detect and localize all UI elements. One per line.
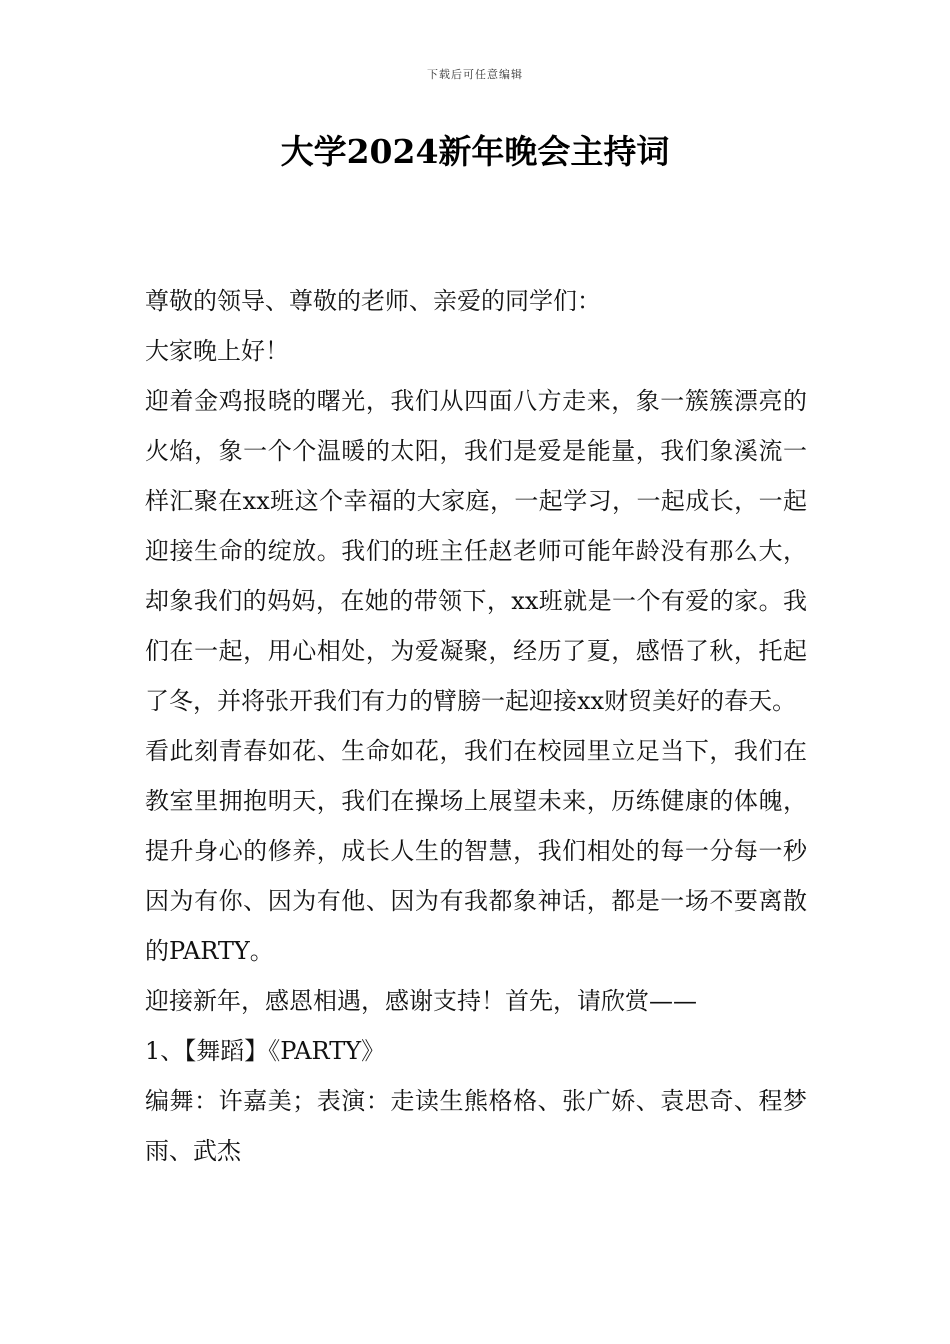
body-paragraph: 迎着金鸡报晓的曙光，我们从四面八方走来，象一簇簇漂亮的火焰，象一个个温暖的太阳，我们是爱是能量，我们象溪流一样汇聚在xx班这个幸福的大家庭，一起学习，一起成长，一起迎接生命的绽放。我们的班主任赵老师可能年龄没有那么大，却象我们的妈妈，在她的带领下，xx班就是一个有爱的家。我们在一起，用心相处，为爱凝聚，经历了夏，感悟了秋，托起了冬，并将张开我们有力的臂膀一起迎接xx财贸美好的春天。: [145, 387, 807, 715]
body-paragraph: 看此刻青春如花、生命如花，我们在校园里立足当下，我们在教室里拥抱明天，我们在操场上展望未来，历练健康的体魄，提升身心的修养，成长人生的智慧，我们相处的每一分每一秒因为有你、因为有他、因为有我都象神话，都是一场不要离散的PARTY。: [145, 737, 807, 965]
document-title: 大学2024新年晚会主持词: [280, 132, 670, 171]
program-item-credits: 编舞：许嘉美；表演：走读生熊格格、张广娇、袁思奇、程梦雨、武杰: [145, 1087, 807, 1165]
greeting-paragraph: 大家晚上好！: [145, 337, 289, 365]
body-paragraph: 迎接新年，感恩相遇，感谢支持！首先，请欣赏——: [145, 987, 697, 1015]
salutation-paragraph: 尊敬的领导、尊敬的老师、亲爱的同学们：: [145, 287, 601, 315]
program-item-heading: 1、【舞蹈】《PARTY》: [145, 1037, 386, 1065]
document-body: [145, 276, 807, 1176]
header-note: 下载后可任意编辑: [427, 68, 523, 81]
